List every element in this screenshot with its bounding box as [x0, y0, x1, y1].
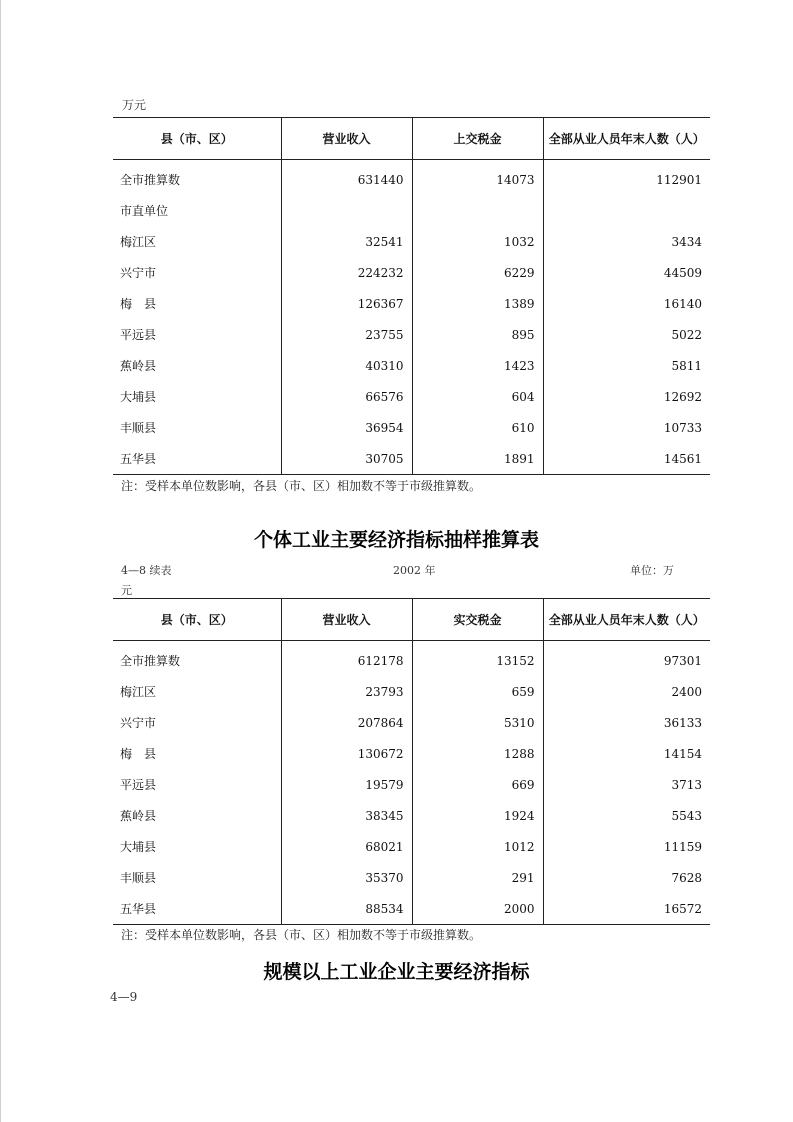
table-row: [113, 443, 710, 475]
section-title: 个体工业主要经济指标抽样推算表: [253, 529, 539, 551]
tax-value: 14073: [412, 160, 543, 196]
table-row: [113, 893, 710, 925]
table-row: [113, 160, 710, 196]
county-name: 梅江区: [120, 685, 157, 699]
column-header-county: 县（市、区）: [113, 599, 281, 641]
tax-value: 1012: [412, 831, 543, 862]
tax-value: 2000: [412, 893, 543, 925]
column-header-revenue: 营业收入: [281, 599, 412, 641]
revenue-value: 32541: [281, 226, 412, 257]
county-name: 全市推算数: [120, 173, 181, 187]
table-row: [113, 195, 710, 226]
county-name: 蕉岭县: [120, 809, 157, 823]
county-name: 梅江区: [120, 235, 157, 249]
employees-value: 2400: [543, 676, 710, 707]
table-footnote: 注：受样本单位数影响，各县（市、区）相加数不等于市级推算数。: [121, 928, 482, 942]
revenue-value: 30705: [281, 443, 412, 475]
revenue-value: 35370: [281, 862, 412, 893]
tax-value: 1891: [412, 443, 543, 475]
revenue-value: 612178: [281, 641, 412, 677]
revenue-value: 36954: [281, 412, 412, 443]
tax-value: 1032: [412, 226, 543, 257]
employees-value: 7628: [543, 862, 710, 893]
county-name: 平远县: [120, 778, 157, 792]
county-name: 蕉岭县: [120, 359, 157, 373]
unit-label: 万元: [122, 98, 147, 112]
tax-value: 6229: [412, 257, 543, 288]
revenue-value: 126367: [281, 288, 412, 319]
table-row: [113, 412, 710, 443]
county-name: 梅 县: [120, 747, 157, 761]
county-name: 市直单位: [120, 204, 169, 218]
tax-value: 895: [412, 319, 543, 350]
employees-value: 36133: [543, 707, 710, 738]
employees-value: 16572: [543, 893, 710, 925]
employees-value: 16140: [543, 288, 710, 319]
column-header-county: 县（市、区）: [113, 118, 281, 160]
column-header-tax: 实交税金: [412, 599, 543, 641]
tax-value: 610: [412, 412, 543, 443]
employees-value: 5022: [543, 319, 710, 350]
county-name: 大埔县: [120, 840, 157, 854]
revenue-value: 224232: [281, 257, 412, 288]
table-row: [113, 257, 710, 288]
table-footnote: 注：受样本单位数影响，各县（市、区）相加数不等于市级推算数。: [121, 479, 482, 493]
county-name: 兴宁市: [120, 266, 157, 280]
column-header-tax: 上交税金: [412, 118, 543, 160]
employees-value: 12692: [543, 381, 710, 412]
revenue-value: 40310: [281, 350, 412, 381]
county-name: 五华县: [113, 443, 281, 475]
table-row: [113, 288, 710, 319]
table-row: [113, 831, 710, 862]
county-name: 丰顺县: [120, 871, 157, 885]
revenue-value: 207864: [281, 707, 412, 738]
table-row: [113, 738, 710, 769]
revenue-value: 68021: [281, 831, 412, 862]
employees-value: [543, 195, 710, 226]
column-header-employees: 全部从业人员年末人数（人）: [543, 118, 710, 160]
revenue-value: 88534: [281, 893, 412, 925]
tax-value: 1288: [412, 738, 543, 769]
table-year: 2002 年: [393, 564, 436, 577]
employees-value: 44509: [543, 257, 710, 288]
table-row: [113, 641, 710, 677]
revenue-value: 631440: [281, 160, 412, 196]
revenue-value: 19579: [281, 769, 412, 800]
tax-value: 1423: [412, 350, 543, 381]
employees-value: 5811: [543, 350, 710, 381]
tax-value: 291: [412, 862, 543, 893]
tax-value: [412, 195, 543, 226]
tax-value: 1389: [412, 288, 543, 319]
column-header-revenue: 营业收入: [281, 118, 412, 160]
county-name: 梅 县: [120, 297, 157, 311]
county-name: 大埔县: [120, 390, 157, 404]
employees-value: 97301: [543, 641, 710, 677]
table-number: 4—8 续表: [121, 564, 172, 577]
table-row: [113, 226, 710, 257]
table-row: [113, 769, 710, 800]
revenue-value: 23755: [281, 319, 412, 350]
employees-value: 14561: [543, 443, 710, 475]
table-row: [113, 319, 710, 350]
tax-value: 1924: [412, 800, 543, 831]
table-header-row: [113, 118, 710, 160]
county-name: 兴宁市: [120, 716, 157, 730]
county-indicators-table: [113, 117, 710, 475]
employees-value: 3434: [543, 226, 710, 257]
county-name: 全市推算数: [120, 654, 181, 668]
employees-value: 3713: [543, 769, 710, 800]
individual-industry-table: [113, 598, 710, 925]
tax-value: 669: [412, 769, 543, 800]
employees-value: 5543: [543, 800, 710, 831]
employees-value: 10733: [543, 412, 710, 443]
county-name: 五华县: [113, 893, 281, 925]
employees-value: 11159: [543, 831, 710, 862]
table-row: [113, 381, 710, 412]
table-row: [113, 350, 710, 381]
employees-value: 112901: [543, 160, 710, 196]
revenue-value: 130672: [281, 738, 412, 769]
tax-value: 659: [412, 676, 543, 707]
county-name: 丰顺县: [120, 421, 157, 435]
table-row: [113, 676, 710, 707]
revenue-value: [281, 195, 412, 226]
unit-label-wrap: 元: [121, 584, 132, 597]
unit-label: 单位：万: [630, 564, 674, 577]
revenue-value: 23793: [281, 676, 412, 707]
employees-value: 14154: [543, 738, 710, 769]
section-title: 规模以上工业企业主要经济指标: [263, 961, 530, 983]
table-row: [113, 862, 710, 893]
page-left-border: [0, 0, 1, 1122]
tax-value: 13152: [412, 641, 543, 677]
table-row: [113, 800, 710, 831]
revenue-value: 66576: [281, 381, 412, 412]
tax-value: 5310: [412, 707, 543, 738]
table-header-row: [113, 599, 710, 641]
county-name: 平远县: [120, 328, 157, 342]
table-number: 4—9: [110, 990, 138, 1004]
revenue-value: 38345: [281, 800, 412, 831]
column-header-employees: 全部从业人员年末人数（人）: [543, 599, 710, 641]
table-row: [113, 707, 710, 738]
tax-value: 604: [412, 381, 543, 412]
